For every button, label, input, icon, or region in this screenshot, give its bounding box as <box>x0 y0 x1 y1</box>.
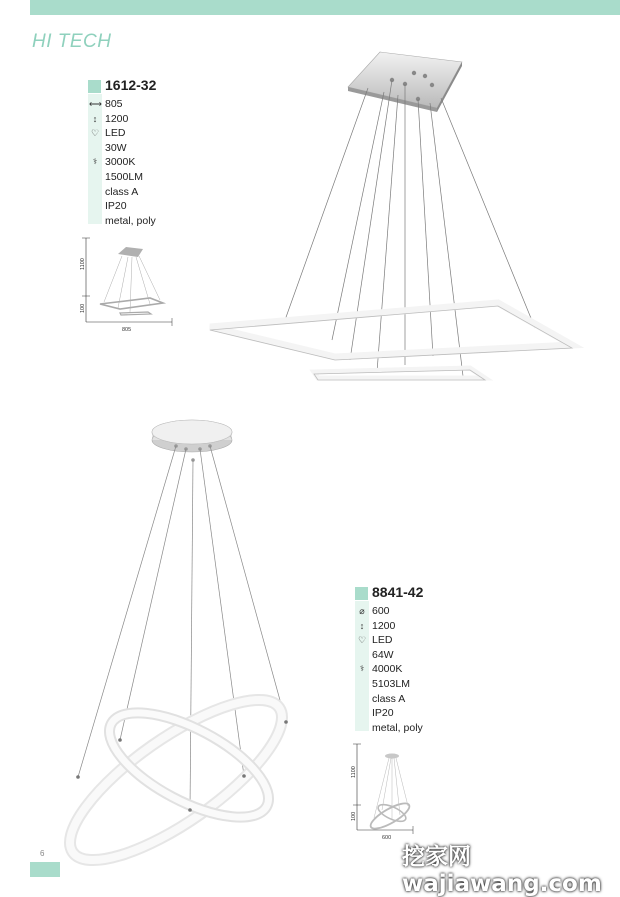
small-rectangle-frame <box>314 368 485 380</box>
diagram-width-label: 805 <box>122 327 132 333</box>
product-code: 8841-42 <box>372 584 424 600</box>
bulb-icon: ♡ <box>90 128 100 139</box>
product-code: 1612-32 <box>105 77 157 93</box>
section-title: HI TECH <box>32 31 112 52</box>
spec-class: class A <box>105 185 139 198</box>
large-rectangle-frame <box>210 303 572 360</box>
bottom-accent-bar <box>30 862 60 877</box>
diagram-base-label: 100 <box>351 811 357 821</box>
page-number: 6 <box>40 849 45 858</box>
watermark: 挖家网 wajiawang.com <box>402 844 602 897</box>
diagram-height-label: 1100 <box>80 258 86 270</box>
width-arrow-icon: ⟷ <box>89 99 102 109</box>
dimension-diagram-8841-42 <box>351 744 413 841</box>
bulb-icon: ♡ <box>357 635 367 646</box>
spec-color-temp: 3000K <box>105 156 136 169</box>
suspension-cables <box>78 446 286 810</box>
dimension-diagram-1612-32 <box>80 238 172 333</box>
diagram-width-label: 600 <box>382 835 392 841</box>
spec-material: metal, poly <box>372 721 423 734</box>
spec-source: LED <box>372 634 393 647</box>
product-image-1612-32 <box>210 52 572 380</box>
height-arrow-icon: ↕ <box>92 113 98 124</box>
spec-power: 30W <box>105 141 127 154</box>
thermometer-icon: ⚕ <box>92 157 98 167</box>
spec-lumen: 1500LM <box>105 170 143 183</box>
spec-class: class A <box>372 692 406 705</box>
spec-ip: IP20 <box>372 707 394 720</box>
diagram-height-label: 1100 <box>351 766 357 778</box>
suspension-cables <box>285 80 535 376</box>
spec-diameter: 600 <box>372 605 390 617</box>
product-image-8841-42 <box>49 420 304 877</box>
spec-width: 805 <box>105 98 123 110</box>
height-arrow-icon: ↕ <box>359 620 365 631</box>
thermometer-icon: ⚕ <box>359 664 365 674</box>
spec-ip: IP20 <box>105 200 127 213</box>
diameter-icon: ⌀ <box>359 606 365 616</box>
spec-power: 64W <box>372 648 394 661</box>
spec-source: LED <box>105 127 126 140</box>
spec-lumen: 5103LM <box>372 677 410 690</box>
spec-material: metal, poly <box>105 214 156 227</box>
spec-height: 1200 <box>105 112 129 125</box>
spec-color-temp: 4000K <box>372 663 403 676</box>
diagram-base-label: 100 <box>80 303 86 313</box>
spec-height: 1200 <box>372 619 396 632</box>
